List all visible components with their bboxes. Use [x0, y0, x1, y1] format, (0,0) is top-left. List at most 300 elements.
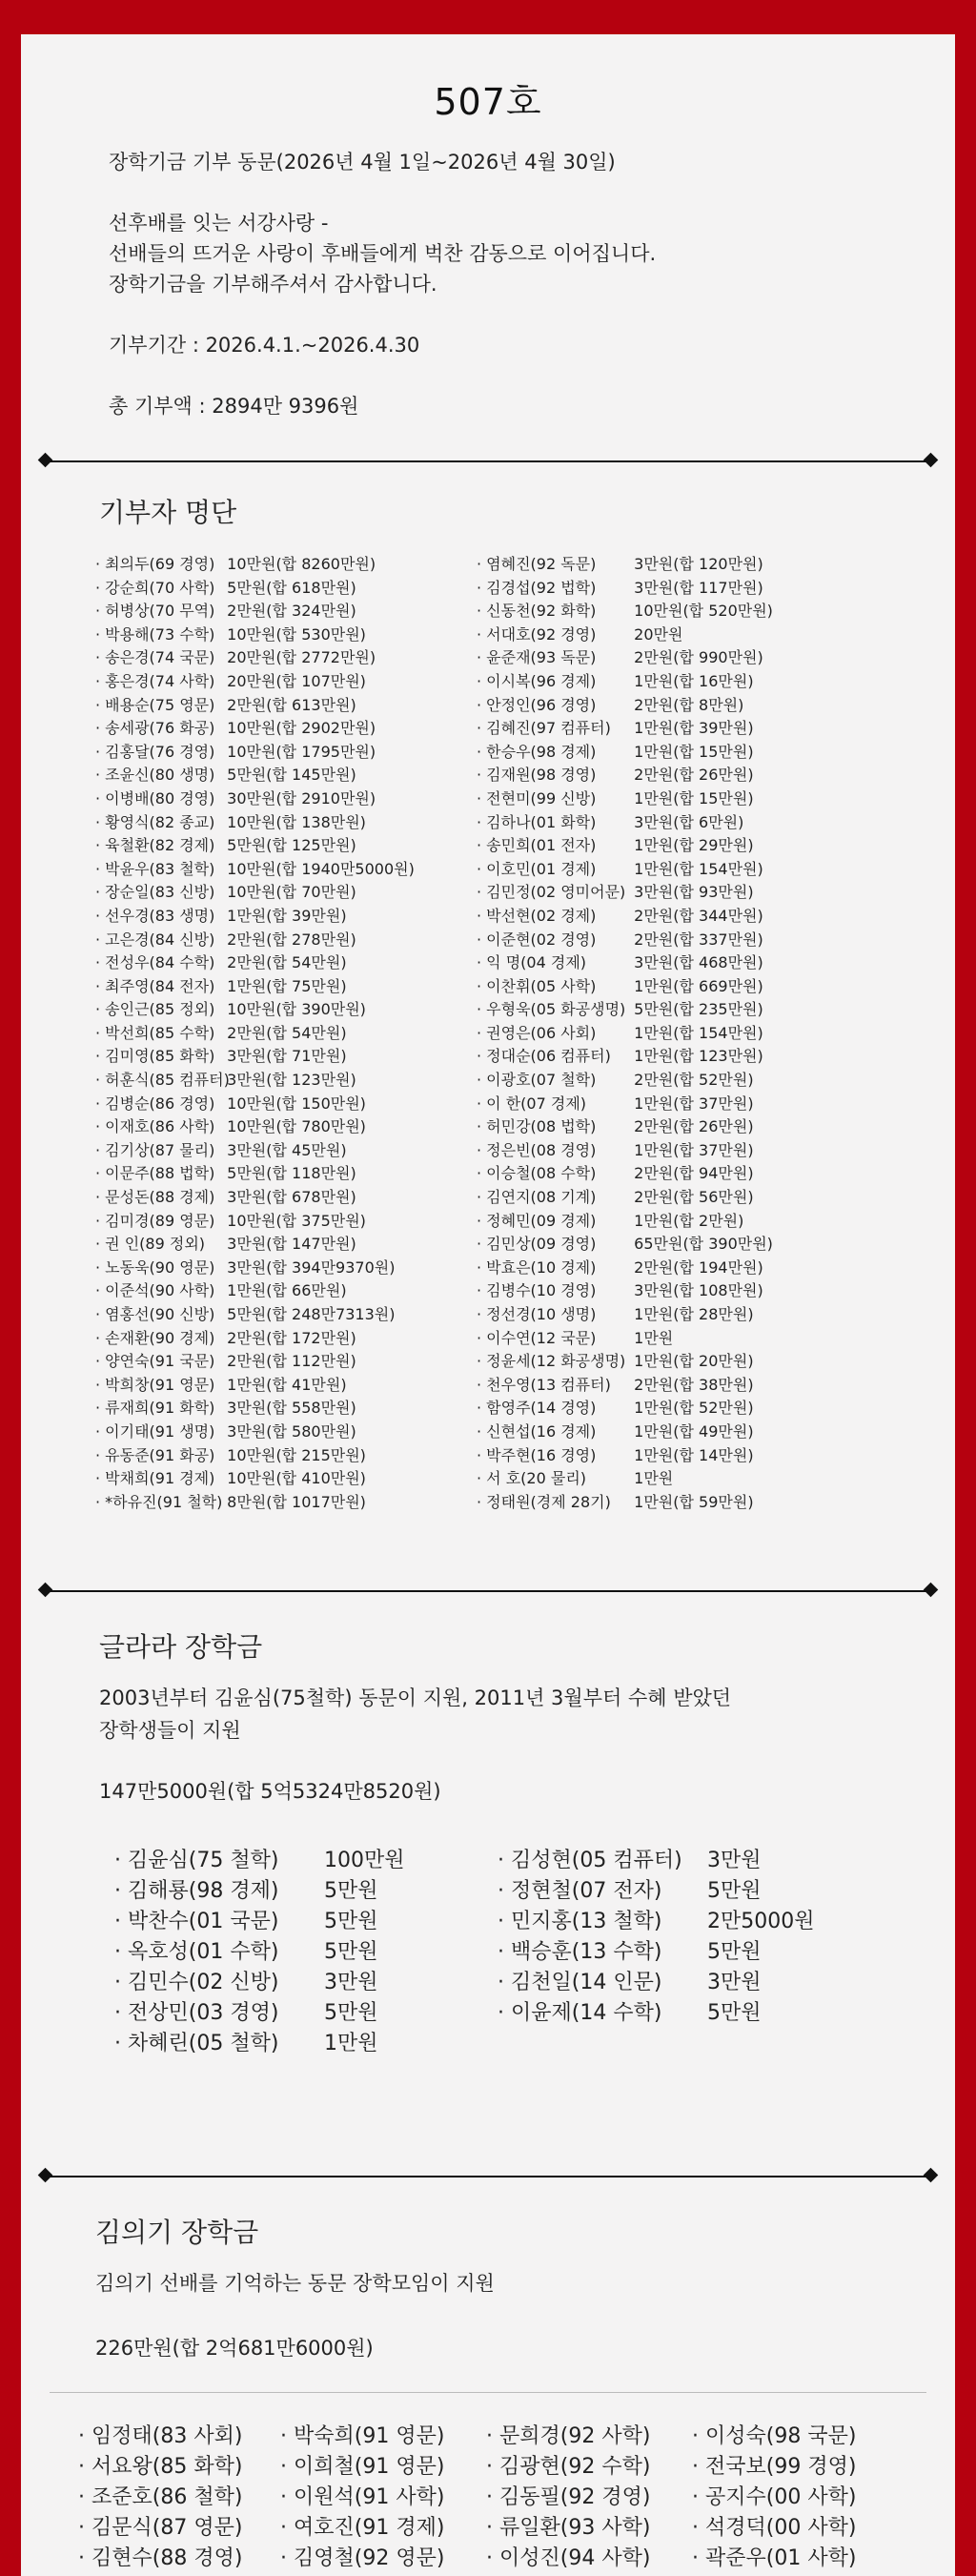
donor-name: 고은경(84 신방) — [105, 930, 215, 949]
donor-name: 염혜진(92 독문) — [486, 555, 597, 573]
donation-amount: 2만5000원 — [707, 1910, 815, 1933]
donor-entry: · 김동필(92 경영) — [486, 2483, 650, 2513]
donor-entry — [477, 553, 773, 577]
donor-name: 이재호(86 사학) — [105, 1117, 215, 1136]
donor-entry — [498, 1937, 815, 1968]
donor-name: 이윤제(14 수학) — [511, 2001, 662, 2025]
donor-list-title: 기부자 명단 — [99, 497, 237, 528]
donor-entry — [498, 1998, 815, 2029]
donor-name: 정선경(10 생명) — [486, 1305, 597, 1323]
donor-entry: · 임정태(83 사회) — [78, 2422, 242, 2452]
donor-entry — [477, 577, 773, 601]
donor-entry — [477, 741, 773, 765]
intro-line: 선후배를 잇는 서강사랑 - — [109, 212, 329, 235]
donor-name: 김민상(09 경영) — [486, 1235, 597, 1254]
donor-entry — [477, 881, 773, 905]
donation-amount: 2만원(합 38만원) — [634, 1375, 754, 1394]
donor-entry: · 이성진(94 사학) — [486, 2544, 650, 2574]
donation-amount: 1만원(합 66만원) — [227, 1281, 347, 1300]
donor-entry — [95, 1233, 415, 1257]
donor-name: 최의두(69 경영) — [105, 555, 215, 573]
donor-name: 김혜진(97 컴퓨터) — [486, 719, 611, 738]
donation-amount: 5만원(합 118만원) — [227, 1164, 356, 1183]
kim-list-col2 — [280, 2422, 444, 2574]
donor-name: 김기상(87 물리) — [105, 1140, 215, 1159]
donor-name: 이기태(91 생명) — [105, 1421, 215, 1441]
donor-entry: · 문희경(92 사학) — [486, 2422, 650, 2452]
donation-amount: 2만원(합 8만원) — [634, 695, 744, 714]
thin-divider — [50, 2392, 926, 2393]
donation-amount: 1만원 — [324, 2032, 378, 2055]
donor-entry — [95, 741, 415, 765]
donor-name: 육철환(82 경제) — [105, 836, 215, 855]
donor-list-right — [477, 553, 773, 1514]
donation-amount: 1만원 — [634, 1328, 674, 1347]
donor-name: 이준현(02 경영) — [486, 930, 597, 949]
donor-entry — [477, 1397, 773, 1421]
donation-amount: 10만원(합 138만원) — [227, 812, 366, 831]
donor-name: 문성돈(88 경제) — [105, 1188, 215, 1207]
donor-name: 류재희(91 화학) — [105, 1399, 215, 1418]
donor-name: 김연지(08 기계) — [486, 1188, 597, 1207]
donor-entry — [95, 811, 415, 835]
kim-list-col3 — [486, 2422, 650, 2574]
donor-entry — [95, 1374, 415, 1398]
donor-entry: · 김영철(92 영문) — [280, 2544, 444, 2574]
donor-name: 박선현(02 경제) — [486, 906, 597, 925]
donor-entry — [114, 1907, 405, 1937]
donor-name: 홍은경(74 사학) — [105, 671, 215, 690]
donation-amount: 2만원(합 56만원) — [634, 1188, 754, 1207]
donor-name: 선우경(83 생명) — [105, 906, 215, 925]
donor-name: 김재원(98 경영) — [486, 766, 597, 785]
donor-entry — [95, 1397, 415, 1421]
donor-name: 배용순(75 영문) — [105, 695, 215, 714]
donor-entry — [477, 1233, 773, 1257]
donation-amount: 2만원(합 94만원) — [634, 1164, 754, 1183]
donor-name: 이준석(90 사학) — [105, 1281, 215, 1300]
donor-name: 정대순(06 컴퓨터) — [486, 1047, 611, 1066]
donation-amount: 1만원(합 59만원) — [634, 1492, 754, 1511]
donation-amount: 1만원(합 37만원) — [634, 1094, 754, 1113]
glara-desc-line: 2003년부터 김윤심(75철학) 동문이 지원, 2011년 3월부터 수혜 받았던 — [99, 1687, 732, 1709]
donor-name: 정윤세(12 화공생명) — [486, 1352, 626, 1371]
donor-name: 이호민(01 경제) — [486, 859, 597, 878]
donor-entry — [95, 929, 415, 952]
donation-amount: 3만원(합 123만원) — [227, 1071, 356, 1090]
donor-entry — [477, 1491, 773, 1515]
donor-list-left — [95, 553, 415, 1514]
donor-name: 박효은(10 경제) — [486, 1257, 597, 1277]
donation-amount: 30만원(합 2910만원) — [227, 788, 376, 808]
donor-name: 윤준재(93 독문) — [486, 648, 597, 667]
donor-name: 송민희(01 전자) — [486, 836, 597, 855]
donation-amount: 2만원(합 26만원) — [634, 1117, 754, 1136]
donor-entry — [95, 577, 415, 601]
donor-entry — [477, 787, 773, 811]
donor-entry — [477, 600, 773, 624]
donor-entry: · 석경덕(00 사학) — [692, 2513, 856, 2544]
donation-amount: 2만원(합 54만원) — [227, 1023, 347, 1042]
donor-entry — [95, 1115, 415, 1139]
kim-list-col4 — [692, 2422, 856, 2574]
donation-amount: 5만원(합 145만원) — [227, 766, 356, 785]
donor-name: 옥호성(01 수학) — [128, 1940, 279, 1964]
donor-entry — [477, 717, 773, 741]
donor-entry — [95, 1467, 415, 1491]
donor-entry — [498, 1846, 815, 1876]
donor-entry — [95, 1444, 415, 1468]
donor-entry — [95, 951, 415, 975]
donation-amount: 10만원(합 530만원) — [227, 624, 366, 644]
donor-name: 이시복(96 경제) — [486, 671, 597, 690]
total-donation: 총 기부액 : 2894만 9396원 — [109, 395, 359, 418]
donor-name: 신동천(92 화학) — [486, 602, 597, 621]
donor-entry — [95, 553, 415, 577]
kim-title: 김의기 장학금 — [95, 2217, 259, 2248]
glara-desc-line: 장학생들이 지원 — [99, 1719, 241, 1742]
donor-entry — [477, 1162, 773, 1186]
donor-entry — [95, 1279, 415, 1303]
donation-amount: 1만원(합 20만원) — [634, 1352, 754, 1371]
donor-name: 함영주(14 경영) — [486, 1399, 597, 1418]
donation-amount: 10만원(합 1940만5000원) — [227, 859, 415, 878]
donation-amount: 2만원(합 613만원) — [227, 695, 356, 714]
donation-amount: 2만원(합 52만원) — [634, 1071, 754, 1090]
donor-entry — [477, 834, 773, 858]
donor-entry — [95, 881, 415, 905]
donation-amount: 10만원(합 520만원) — [634, 602, 773, 621]
donor-entry — [95, 1069, 415, 1093]
donor-entry — [498, 1876, 815, 1907]
donor-entry — [498, 1968, 815, 1998]
donor-entry — [477, 1257, 773, 1280]
donor-entry: · 여호진(91 경제) — [280, 2513, 444, 2544]
donation-amount: 10만원(합 780만원) — [227, 1117, 366, 1136]
donor-name: 염홍선(90 신방) — [105, 1305, 215, 1323]
donation-amount: 10만원(합 2902만원) — [227, 719, 376, 738]
donation-amount: 3만원(합 117만원) — [634, 578, 763, 597]
donor-entry — [477, 1444, 773, 1468]
donation-amount: 1만원(합 41만원) — [227, 1375, 347, 1394]
donor-name: 김병수(10 경영) — [486, 1281, 597, 1300]
donation-amount: 5만원(합 618만원) — [227, 578, 356, 597]
donation-amount: 2만원(합 337만원) — [634, 930, 763, 949]
donor-name: 김경섭(92 법학) — [486, 578, 597, 597]
donation-amount: 3만원(합 6만원) — [634, 812, 744, 831]
donor-name: 황영식(82 종교) — [105, 812, 215, 831]
donor-name: 백승훈(13 수학) — [511, 1940, 662, 1964]
donation-amount: 1만원(합 39만원) — [227, 906, 347, 925]
donor-entry — [95, 1491, 415, 1515]
donation-amount: 1만원(합 16만원) — [634, 671, 754, 690]
donation-amount: 20만원(합 107만원) — [227, 671, 366, 690]
donation-amount: 100만원 — [324, 1849, 405, 1872]
donor-name: 송은경(74 국문) — [105, 648, 215, 667]
donor-name: 장순일(83 신방) — [105, 883, 215, 902]
donor-entry — [477, 858, 773, 882]
donor-entry — [477, 1303, 773, 1327]
donor-name: 권 인(89 정외) — [105, 1235, 206, 1254]
donation-amount: 1만원(합 15만원) — [634, 742, 754, 761]
donation-amount: 1만원(합 49만원) — [634, 1421, 754, 1441]
donor-name: 김민수(02 신방) — [128, 1971, 279, 1994]
donation-amount: 5만원 — [324, 1940, 378, 1964]
donation-amount: 5만원 — [707, 2001, 762, 2025]
donor-entry — [477, 646, 773, 670]
donor-name: 박희창(91 영문) — [105, 1375, 215, 1394]
donor-name: 박선희(85 수학) — [105, 1023, 215, 1042]
donor-name: 익 명(04 경제) — [486, 953, 587, 972]
donor-entry: · 이성숙(98 국문) — [692, 2422, 856, 2452]
donor-entry — [477, 1374, 773, 1398]
kim-amount: 226만원(합 2억681만6000원) — [95, 2337, 374, 2360]
glara-amount: 147만5000원(합 5억5324만8520원) — [99, 1780, 441, 1803]
donation-amount: 1만원(합 669만원) — [634, 976, 763, 995]
donation-amount: 65만원(합 390만원) — [634, 1235, 773, 1254]
donor-name: 신현섭(16 경제) — [486, 1421, 597, 1441]
section-divider — [44, 460, 932, 462]
donor-entry — [477, 1069, 773, 1093]
donor-name: 민지홍(13 철학) — [511, 1910, 662, 1933]
section-divider — [44, 2176, 932, 2177]
donor-name: 김홍달(76 경영) — [105, 742, 215, 761]
intro-line: 장학기금을 기부해주셔서 감사합니다. — [109, 273, 437, 296]
donor-entry — [498, 1907, 815, 1937]
donor-entry: · 이원석(91 사학) — [280, 2483, 444, 2513]
donor-name: 천우영(13 컴퓨터) — [486, 1375, 611, 1394]
donor-entry — [95, 670, 415, 694]
donor-name: 송세광(76 화공) — [105, 719, 215, 738]
donor-name: 김하나(01 화학) — [486, 812, 597, 831]
donation-amount: 2만원(합 54만원) — [227, 953, 347, 972]
donor-entry — [95, 600, 415, 624]
donor-entry: · 서요왕(85 화학) — [78, 2452, 242, 2483]
donor-entry — [95, 834, 415, 858]
donor-name: 정혜민(09 경제) — [486, 1211, 597, 1230]
donor-name: 양연숙(91 국문) — [105, 1352, 215, 1371]
donor-name: 허민강(08 법학) — [486, 1117, 597, 1136]
donor-entry: · 곽준우(01 사학) — [692, 2544, 856, 2574]
donation-amount: 10만원(합 215만원) — [227, 1445, 366, 1464]
donor-name: 조윤신(80 생명) — [105, 766, 215, 785]
donor-name: 박찬수(01 국문) — [128, 1910, 279, 1933]
donor-entry — [114, 1876, 405, 1907]
donor-entry — [95, 1093, 415, 1116]
donor-entry — [95, 858, 415, 882]
donation-amount: 3만원(합 147만원) — [227, 1235, 356, 1254]
donor-name: 노동욱(90 영문) — [105, 1257, 215, 1277]
donor-entry: · 류일환(93 사학) — [486, 2513, 650, 2544]
donation-amount: 5만원(합 248만7313원) — [227, 1305, 396, 1323]
donor-entry — [477, 1467, 773, 1491]
donor-name: 김해룡(98 경제) — [128, 1879, 279, 1903]
donor-name: 박주현(16 경영) — [486, 1445, 597, 1464]
donor-name: 이문주(88 법학) — [105, 1164, 215, 1183]
donor-entry — [95, 1022, 415, 1046]
glara-description — [99, 1682, 731, 1747]
donation-amount: 10만원(합 8260만원) — [227, 555, 376, 573]
donor-name: 최주영(84 전자) — [105, 976, 215, 995]
donation-amount: 10만원(합 410만원) — [227, 1469, 366, 1488]
donation-amount: 10만원(합 375만원) — [227, 1211, 366, 1230]
donation-amount: 2만원(합 194만원) — [634, 1257, 763, 1277]
donor-entry — [477, 1421, 773, 1444]
donor-name: 허병상(70 무역) — [105, 602, 215, 621]
donor-name: 이찬휘(05 사학) — [486, 976, 597, 995]
donor-entry — [95, 764, 415, 787]
donation-amount: 1만원(합 29만원) — [634, 836, 754, 855]
donor-entry — [477, 1139, 773, 1163]
donor-name: 전현미(99 신방) — [486, 788, 597, 808]
donor-entry — [95, 1350, 415, 1374]
donation-amount: 5만원 — [324, 1910, 378, 1933]
donor-name: 이수연(12 국문) — [486, 1328, 597, 1347]
donor-entry — [477, 1350, 773, 1374]
donor-entry — [95, 1327, 415, 1351]
donation-amount: 1만원(합 39만원) — [634, 719, 754, 738]
donor-name: 이광호(07 철학) — [486, 1071, 597, 1090]
donor-entry — [95, 975, 415, 999]
donor-name: 서대호(92 경영) — [486, 624, 597, 644]
donor-entry: · 전국보(99 경영) — [692, 2452, 856, 2483]
glara-list-right — [498, 1846, 815, 2029]
donation-amount: 10만원(합 1795만원) — [227, 742, 376, 761]
donation-amount: 5만원(합 235만원) — [634, 1000, 763, 1019]
donation-amount: 1만원(합 52만원) — [634, 1399, 754, 1418]
donor-name: 유동준(91 화공) — [105, 1445, 215, 1464]
donor-entry: · 박숙희(91 영문) — [280, 2422, 444, 2452]
donor-entry — [95, 1186, 415, 1210]
donor-entry — [477, 951, 773, 975]
donor-name: 정태원(경제 28기) — [486, 1492, 611, 1511]
donation-amount: 2만원(합 344만원) — [634, 906, 763, 925]
donor-entry — [477, 764, 773, 787]
kim-description: 김의기 선배를 기억하는 동문 장학모임이 지원 — [95, 2272, 495, 2295]
donor-entry — [95, 905, 415, 929]
donor-entry — [477, 998, 773, 1022]
donor-name: 전성우(84 수학) — [105, 953, 215, 972]
donor-name: 김미경(89 영문) — [105, 1211, 215, 1230]
donation-amount: 3만원(합 468만원) — [634, 953, 763, 972]
donation-amount: 2만원(합 172만원) — [227, 1328, 356, 1347]
donor-entry: · 김문식(87 영문) — [78, 2513, 242, 2544]
donation-amount: 5만원 — [707, 1879, 762, 1903]
donor-entry — [95, 1303, 415, 1327]
donor-entry — [477, 670, 773, 694]
donor-entry — [95, 787, 415, 811]
donation-amount: 2만원(합 26만원) — [634, 766, 754, 785]
donor-name: 김윤심(75 철학) — [128, 1849, 279, 1872]
donation-amount: 3만원(합 71만원) — [227, 1047, 347, 1066]
donor-entry — [477, 1279, 773, 1303]
donor-entry — [477, 1022, 773, 1046]
donor-name: 정은빈(08 경영) — [486, 1140, 597, 1159]
donor-entry — [95, 1162, 415, 1186]
donor-entry — [477, 1186, 773, 1210]
donor-entry — [114, 1998, 405, 2029]
donor-name: 박채희(91 경제) — [105, 1469, 215, 1488]
donor-entry: · 김현수(88 경영) — [78, 2544, 242, 2574]
donation-amount: 10만원(합 150만원) — [227, 1094, 366, 1113]
donation-amount: 1만원(합 37만원) — [634, 1140, 754, 1159]
donation-amount: 10만원(합 390만원) — [227, 1000, 366, 1019]
donation-amount: 1만원(합 14만원) — [634, 1445, 754, 1464]
donor-entry — [477, 929, 773, 952]
donation-amount: 5만원 — [324, 2001, 378, 2025]
donation-amount: 2만원(합 990만원) — [634, 648, 763, 667]
donor-entry: · 공지수(00 사학) — [692, 2483, 856, 2513]
donation-amount: 1만원(합 15만원) — [634, 788, 754, 808]
donor-entry — [477, 1093, 773, 1116]
donation-amount: 1만원(합 2만원) — [634, 1211, 744, 1230]
donor-entry — [95, 1045, 415, 1069]
donor-entry: · 김광현(92 수학) — [486, 2452, 650, 2483]
donor-name: 우형욱(05 화공생명) — [486, 1000, 626, 1019]
donor-name: 김성현(05 컴퓨터) — [511, 1849, 682, 1872]
donation-amount: 20만원 — [634, 624, 683, 644]
donor-name: *하유진(91 철학) — [105, 1492, 223, 1511]
donation-amount: 1만원(합 154만원) — [634, 859, 763, 878]
donor-entry — [95, 694, 415, 718]
donation-amount: 2만원(합 278만원) — [227, 930, 356, 949]
donor-name: 박윤우(83 철학) — [105, 859, 215, 878]
kim-list-col1 — [78, 2422, 242, 2574]
donor-name: 권영은(06 사회) — [486, 1023, 597, 1042]
donor-name: 정현철(07 전자) — [511, 1879, 662, 1903]
donor-entry — [114, 1846, 405, 1876]
donor-entry — [477, 1210, 773, 1234]
donation-amount: 3만원(합 93만원) — [634, 883, 754, 902]
donor-name: 김병순(86 경영) — [105, 1094, 215, 1113]
donation-amount: 3만원(합 580만원) — [227, 1421, 356, 1441]
glara-list-left — [114, 1846, 405, 2059]
donor-name: 이병배(80 경영) — [105, 788, 215, 808]
donation-amount: 2만원(합 112만원) — [227, 1352, 356, 1371]
donation-amount: 3만원(합 394만9370원) — [227, 1257, 396, 1277]
donor-name: 강순희(70 사학) — [105, 578, 215, 597]
donation-amount: 3만원 — [707, 1849, 762, 1872]
section-divider — [44, 1590, 932, 1592]
donor-entry — [477, 1115, 773, 1139]
donor-entry: · 조준호(86 철학) — [78, 2483, 242, 2513]
donor-entry — [95, 717, 415, 741]
donor-name: 안정인(96 경영) — [486, 695, 597, 714]
donor-entry: · 이희철(91 영문) — [280, 2452, 444, 2483]
donation-amount: 3만원(합 678만원) — [227, 1188, 356, 1207]
donor-entry — [114, 1968, 405, 1998]
donation-amount: 20만원(합 2772만원) — [227, 648, 376, 667]
donor-name: 김미영(85 화학) — [105, 1047, 215, 1066]
donation-amount: 1만원(합 75만원) — [227, 976, 347, 995]
donor-entry — [477, 694, 773, 718]
donor-entry — [95, 646, 415, 670]
donation-amount: 5만원(합 125만원) — [227, 836, 356, 855]
donor-entry — [95, 624, 415, 647]
donation-amount: 5만원 — [707, 1940, 762, 1964]
donation-amount: 3만원 — [707, 1971, 762, 1994]
donor-name: 김민정(02 영미어문) — [486, 883, 626, 902]
donation-amount: 1만원(합 123만원) — [634, 1047, 763, 1066]
donor-name: 차혜린(05 철학) — [128, 2032, 279, 2055]
donor-entry — [114, 1937, 405, 1968]
donor-entry — [477, 975, 773, 999]
intro-heading: 장학기금 기부 동문(2026년 4월 1일~2026년 4월 30일) — [109, 151, 616, 174]
donation-period: 기부기간 : 2026.4.1.~2026.4.30 — [109, 334, 420, 357]
donation-amount: 3만원(합 45만원) — [227, 1140, 347, 1159]
donor-name: 손재환(90 경제) — [105, 1328, 215, 1347]
donor-name: 이 한(07 경제) — [486, 1094, 587, 1113]
